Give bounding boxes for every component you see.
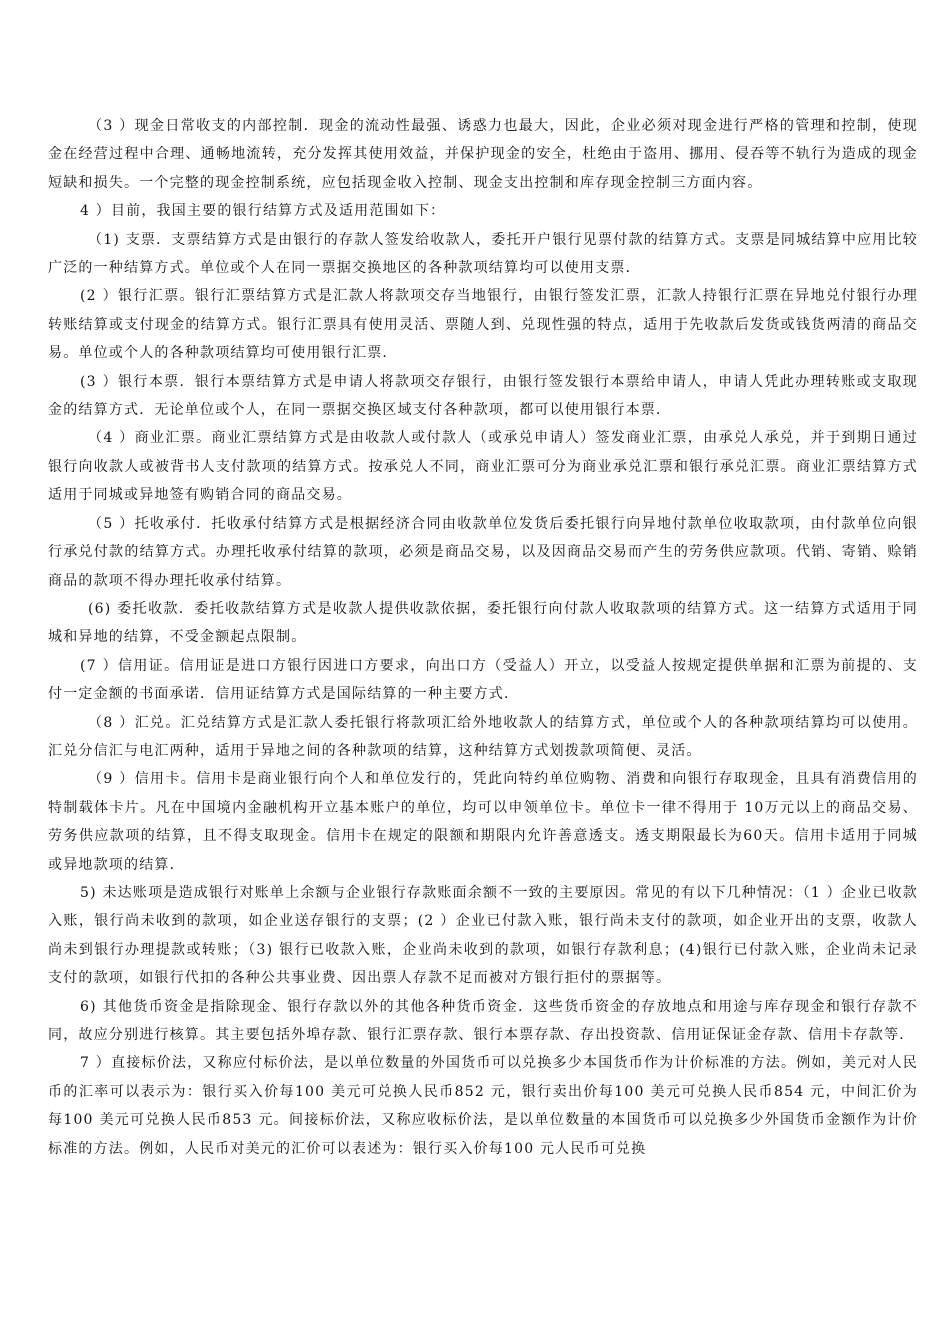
paragraph-collection-acceptance: （5 ）托收承付．托收承付结算方式是根据经济合同由收款单位发货后委托银行向异地付款单位收取款项，由付款单位向银行承兑付款的结算方式。办理托收承付结算的款项，必须是商品交易，以及因商品交易而产生的劳务供应款项。代销、寄销、赊销商品的款项不得办理托收承付结算。 — [48, 515, 918, 589]
paragraph-bank-draft: (2 ）银行汇票。银行汇票结算方式是汇款人将款项交存当地银行，由银行签发汇票，汇款人持银行汇票在异地兑付银行办理转账结算或支付现金的结算方式。银行汇票具有使用灵活、票随人到、兑现性强的特点，适用于先收款后发货或钱货两清的商品交易。单位或个人的各种款项结算均可使用银行汇票． — [48, 288, 918, 362]
paragraph-remittance: （8 ）汇兑。汇兑结算方式是汇款人委托银行将款项汇给外地收款人的结算方式，单位或个人的各种款项结算均可以使用。汇兑分信汇与电汇两种，适用于异地之间的各种款项的结算，这种结算方式划拨款项简便、灵活。 — [48, 714, 918, 759]
paragraph-letter-of-credit: (7 ）信用证。信用证是进口方银行因进口方要求，向出口方（受益人）开立，以受益人按规定提供单据和汇票为前提的、支付一定金额的书面承诺．信用证结算方式是国际结算的一种主要方式． — [48, 657, 918, 703]
paragraph-cheque: （1) 支票．支票结算方式是由银行的存款人签发给收款人，委托开户银行见票付款的结算方式。支票是同城结算中应用比较广泛的一种结算方式。单位或个人在同一票据交换地区的各种款项结算均可以使用支票． — [48, 231, 918, 277]
paragraph-cashier-order: (3 ）银行本票．银行本票结算方式是申请人将款项交存银行，由银行签发银行本票给申请人，申请人凭此办理转账或支取现金的结算方式．无论单位或个人，在同一票据交换区域支付各种款项，都可以使用银行本票． — [48, 373, 918, 419]
paragraph-settlement-intro: 4 ）目前，我国主要的银行结算方式及适用范围如下： — [80, 203, 446, 220]
paragraph-entrusted-collection: (6) 委托收款．委托收款结算方式是收款人提供收款依据，委托银行向付款人收取款项的结算方式。这一结算方式适用于同城和异地的结算，不受金额起点限制。 — [48, 600, 918, 646]
paragraph-commercial-draft: （4 ）商业汇票。商业汇票结算方式是由收款人或付款人（或承兑申请人）签发商业汇票，由承兑人承兑，并于到期日通过银行向收款人或被背书人支付款项的结算方式。按承兑人不同，商业汇票可分为商业承兑汇票和银行承兑汇票。商业汇票结算方式适用于同城或异地签有购销合同的商品交易。 — [48, 430, 918, 504]
paragraph-other-monetary-funds: 6) 其他货币资金是指除现金、银行存款以外的其他各种货币资金．这些货币资金的存放地点和用途与库存现金和银行存款不同，故应分别进行核算。其主要包括外埠存款、银行汇票存款、银行本票存款、存出投资款、信用证保证金存款、信用卡存款等． — [48, 998, 918, 1043]
paragraph-cash-control: （3 ）现金日常收支的内部控制．现金的流动性最强、诱惑力也最大，因此，企业必须对现金进行严格的管理和控制，使现金在经营过程中合理、通畅地流转，充分发挥其使用效益，并保护现金的安全，杜绝由于盗用、挪用、侵吞等不轨行为造成的现金短缺和损失。一个完整的现金控制系统，应包括现金收入控制、现金支出控制和库存现金控制三方面内容。 — [48, 118, 918, 191]
paragraph-outstanding-items: 5) 未达账项是造成银行对账单上余额与企业银行存款账面余额不一致的主要原因。常见的有以下几种情况：（1 ）企业已收款入账，银行尚未收到的款项，如企业送存银行的支票；(2 ）企业已付款入账，银行尚未支付的款项，如企业开出的支票，收款人尚未到银行办理提款或转账；（3) 银行已收款入账，企业尚未收到的款项，如银行存款利息；(4)银行已付款入账，企业尚未记录支付的款项，如银行代扣的各种公共事业费、因出票人存款不足而被对方银行拒付的票据等。 — [48, 884, 918, 987]
paragraph-exchange-quotation: 7 ）直接标价法，又称应付标价法，是以单位数量的外国货币可以兑换多少本国货币作为计价标准的方法。例如，美元对人民币的汇率可以表示为：银行买入价每100 美元可兑换人民币852 元，银行卖出价每100 美元可兑换人民币854 元，中间汇价为每100 美元可兑换人民币853 元。间接标价法，又称应收标价法，是以单位数量的本国货币可以兑换多少外国货币金额作为计价标准的方法。例如，人民币对美元的汇价可以表述为：银行买入价每100 元人民币可兑换 — [48, 1055, 918, 1157]
paragraph-credit-card: （9 ）信用卡。信用卡是商业银行向个人和单位发行的，凭此向特约单位购物、消费和向银行存取现金，且具有消费信用的特制载体卡片。凡在中国境内金融机构开立基本账户的单位，均可以申领单位卡。单位卡一律不得用于 10万元以上的商品交易、劳务供应款项的结算，且不得支取现金。信用卡在规定的限额和期限内允许善意透支。透支期限最长为60天。信用卡适用于同城或异地款项的结算． — [48, 771, 918, 873]
